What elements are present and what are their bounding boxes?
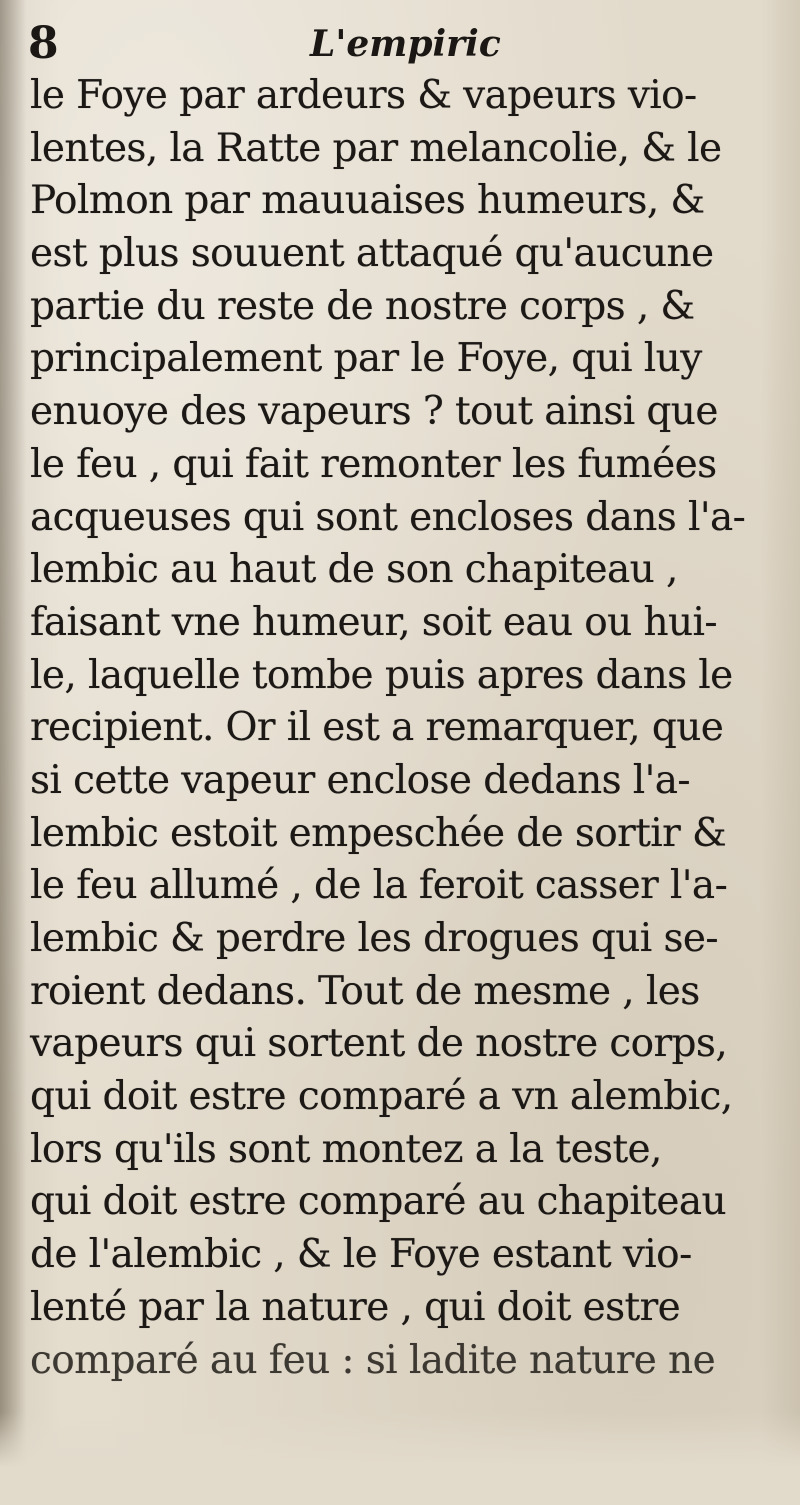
text-line-23: de l'alembic , & le Foye estant vio-: [30, 1232, 692, 1278]
text-line-14: si cette vapeur enclose dedans l'a-: [30, 757, 691, 803]
text-line-11: faisant vne humeur, soit eau ou hui-: [30, 599, 717, 645]
text-line-8: le feu , qui fait remonter les fumées: [30, 441, 717, 487]
text-line-9: acqueuses qui sont encloses dans l'a-: [30, 494, 746, 540]
running-head: L'empiric: [310, 23, 501, 65]
text-line-25: comparé au feu : si ladite nature ne: [30, 1337, 716, 1383]
text-line-21: lors qu'ils sont montez a la teste,: [30, 1126, 662, 1172]
text-line-24: lenté par la nature , qui doit estre: [30, 1284, 681, 1330]
text-line-7: enuoye des vapeurs ? tout ainsi que: [30, 389, 718, 435]
text-line-5: partie du reste de nostre corps , &: [30, 283, 695, 329]
text-line-3: Polmon par mauuaises humeurs, &: [30, 178, 705, 224]
text-line-6: principalement par le Foye, qui luy: [30, 336, 702, 382]
page-number: 8: [28, 18, 59, 69]
page-header: [28, 14, 768, 74]
text-line-1: le Foye par ardeurs & vapeurs vio-: [30, 73, 697, 118]
body-text: [30, 70, 770, 1387]
text-line-19: vapeurs qui sortent de nostre corps,: [30, 1021, 728, 1067]
text-line-12: le, laquelle tombe puis apres dans le: [30, 652, 733, 698]
text-line-2: lentes, la Ratte par melancolie, & le: [30, 125, 722, 171]
text-line-18: roient dedans. Tout de mesme , les: [30, 968, 700, 1014]
cropped-page-edge: [0, 1412, 800, 1505]
text-line-20: qui doit estre comparé a vn alembic,: [30, 1074, 733, 1120]
text-line-10: lembic au haut de son chapiteau ,: [30, 547, 678, 593]
text-line-15: lembic estoit empeschée de sortir &: [30, 810, 727, 856]
text-line-4: est plus souuent attaqué qu'aucune: [30, 231, 714, 277]
gutter-shadow: [0, 0, 26, 1505]
text-line-16: le feu allumé , de la feroit casser l'a-: [30, 863, 728, 909]
text-line-17: lembic & perdre les drogues qui se-: [30, 916, 718, 961]
text-line-22: qui doit estre comparé au chapiteau: [30, 1179, 727, 1225]
text-line-13: recipient. Or il est a remarquer, que: [30, 705, 724, 751]
